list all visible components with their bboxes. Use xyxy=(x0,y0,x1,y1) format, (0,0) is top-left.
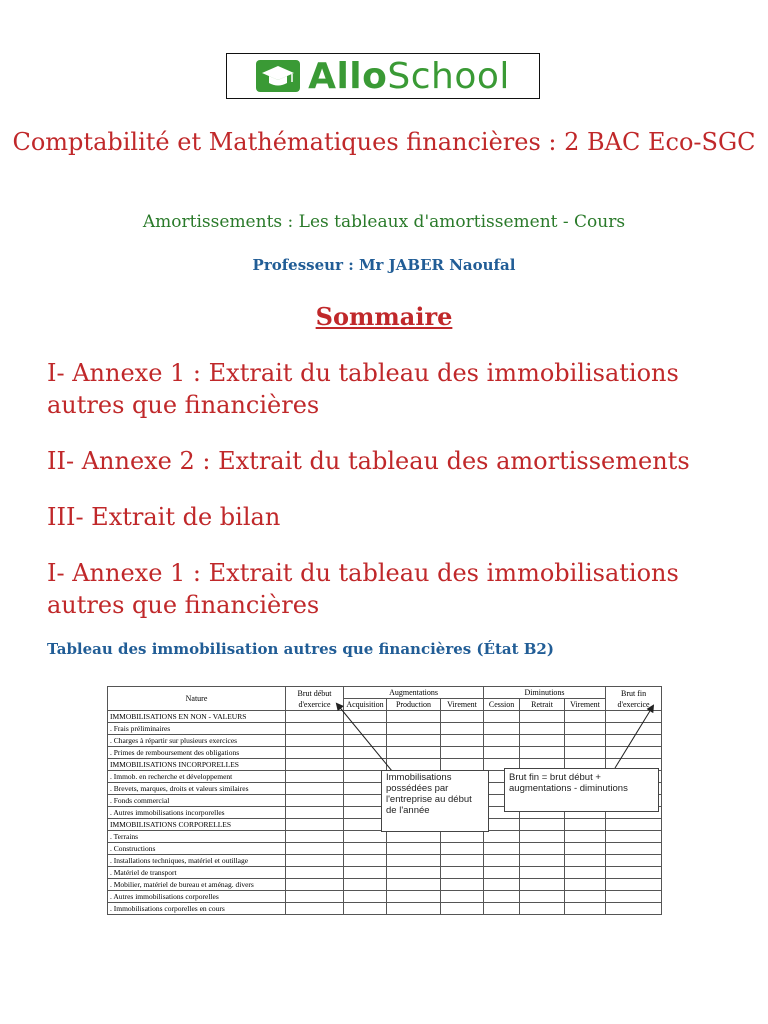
document-title: Comptabilité et Mathématiques financières : 2 BAC Eco-SGC xyxy=(12,128,756,156)
row-label: . Constructions xyxy=(108,843,286,855)
subheader-virement-dim: Virement xyxy=(565,699,606,711)
toc-item-3: III- Extrait de bilan xyxy=(47,503,281,531)
header-brut-debut: Brut début d'exercice xyxy=(286,687,344,711)
row-label: . Installations techniques, matériel et outillage xyxy=(108,855,286,867)
table-title: Tableau des immobilisation autres que financières (État B2) xyxy=(47,640,554,658)
row-label: . Terrains xyxy=(108,831,286,843)
header-diminutions: Diminutions xyxy=(484,687,606,699)
row-label: . Immobilisations corporelles en cours xyxy=(108,903,286,915)
callout-brut-debut: Immobilisations possédées par l'entreprise au début de l'année xyxy=(381,770,489,832)
subheader-production: Production xyxy=(387,699,441,711)
logo-text: AlloSchool xyxy=(308,55,510,97)
sommaire-heading: Sommaire xyxy=(315,302,453,331)
row-label: . Brevets, marques, droits et valeurs similaires xyxy=(108,783,286,795)
row-label: . Matériel de transport xyxy=(108,867,286,879)
subheader-retrait: Retrait xyxy=(520,699,565,711)
subheader-cession: Cession xyxy=(484,699,520,711)
callout-brut-fin: Brut fin = brut début + augmentations - diminutions xyxy=(504,768,659,812)
row-label: IMMOBILISATIONS EN NON - VALEURS xyxy=(108,711,286,723)
toc-item-1: I- Annexe 1 : Extrait du tableau des immobilisations autres que financières xyxy=(47,359,679,419)
subheader-acquisition: Acquisition xyxy=(344,699,387,711)
arrow-left xyxy=(337,704,392,771)
toc-item-2: II- Annexe 2 : Extrait du tableau des amortissements xyxy=(47,447,690,475)
row-label: . Fonds commercial xyxy=(108,795,286,807)
header-nature: Nature xyxy=(108,687,286,711)
row-label: . Autres immobilisations incorporelles xyxy=(108,807,286,819)
header-augmentations: Augmentations xyxy=(344,687,484,699)
row-label: . Charges à répartir sur plusieurs exercices xyxy=(108,735,286,747)
row-label: . Mobilier, matériel de bureau et aménag. divers xyxy=(108,879,286,891)
alloschool-logo xyxy=(226,53,540,99)
professor-name: Professeur : Mr JABER Naoufal xyxy=(252,256,516,274)
subheader-virement-aug: Virement xyxy=(441,699,484,711)
document-subtitle: Amortissements : Les tableaux d'amortissement - Cours xyxy=(142,212,626,232)
row-label: . Immob. en recherche et développement xyxy=(108,771,286,783)
row-label: . Autres immobilisations corporelles xyxy=(108,891,286,903)
section-heading-1: I- Annexe 1 : Extrait du tableau des immobilisations autres que financières xyxy=(47,559,679,619)
row-label: . Primes de remboursement des obligations xyxy=(108,747,286,759)
header-brut-fin: Brut fin d'exercice xyxy=(606,687,662,711)
row-label: IMMOBILISATIONS INCORPORELLES xyxy=(108,759,286,771)
row-label: IMMOBILISATIONS CORPORELLES xyxy=(108,819,286,831)
immobilisations-table-figure xyxy=(107,686,661,938)
graduation-cap-icon xyxy=(256,60,300,92)
arrow-right xyxy=(615,706,653,768)
row-label: . Frais préliminaires xyxy=(108,723,286,735)
